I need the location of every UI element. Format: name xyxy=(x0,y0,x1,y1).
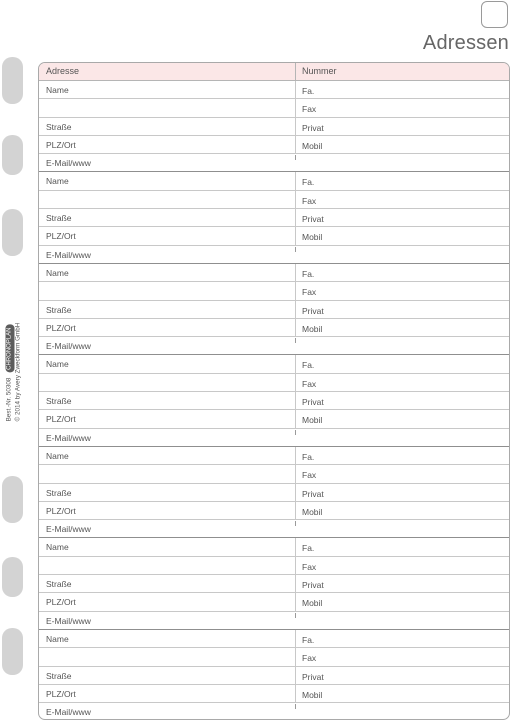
number-label: Privat xyxy=(302,122,324,133)
address-row[interactable] xyxy=(39,264,509,282)
address-row[interactable] xyxy=(39,538,509,556)
side-imprint xyxy=(6,323,23,422)
address-row[interactable] xyxy=(39,319,509,337)
column-tick xyxy=(295,338,296,343)
column-divider xyxy=(295,685,296,703)
binder-hole xyxy=(2,57,23,104)
address-row[interactable] xyxy=(39,465,509,483)
field-label: Straße xyxy=(46,396,72,407)
address-row[interactable] xyxy=(39,667,509,685)
field-label: Name xyxy=(46,542,69,553)
address-row[interactable] xyxy=(39,648,509,666)
address-row[interactable] xyxy=(39,392,509,410)
field-label: E-Mail/www xyxy=(46,158,91,169)
number-label: Fax xyxy=(302,470,317,481)
field-label: Straße xyxy=(46,304,72,315)
table-header xyxy=(39,63,509,81)
address-row[interactable] xyxy=(39,703,509,720)
number-label: Privat xyxy=(302,488,324,499)
number-label: Fa. xyxy=(302,451,315,462)
header-nummer: Nummer xyxy=(302,66,337,76)
number-label: Mobil xyxy=(302,415,323,426)
field-label: E-Mail/www xyxy=(46,432,91,443)
number-label: Mobil xyxy=(302,598,323,609)
address-row[interactable] xyxy=(39,301,509,319)
column-divider xyxy=(295,301,296,319)
field-label: E-Mail/www xyxy=(46,524,91,535)
address-row[interactable] xyxy=(39,246,509,264)
binder-hole xyxy=(2,476,23,523)
address-row[interactable] xyxy=(39,447,509,465)
number-label: Mobil xyxy=(302,232,323,243)
address-row[interactable] xyxy=(39,355,509,373)
column-divider xyxy=(295,392,296,410)
column-tick xyxy=(295,704,296,709)
field-label: Name xyxy=(46,85,69,95)
address-row[interactable] xyxy=(39,502,509,520)
binder-hole xyxy=(2,209,23,256)
number-label: Fa. xyxy=(302,543,315,554)
binder-hole xyxy=(2,628,23,675)
address-row[interactable] xyxy=(39,557,509,575)
address-table xyxy=(38,62,510,720)
column-tick xyxy=(295,430,296,435)
column-divider xyxy=(295,81,296,99)
field-label: PLZ/Ort xyxy=(46,688,76,699)
page-title: Adressen xyxy=(422,32,509,54)
column-divider xyxy=(295,630,296,648)
field-label: Name xyxy=(46,633,69,644)
field-label: Name xyxy=(46,450,69,461)
address-row[interactable] xyxy=(39,209,509,227)
field-label: E-Mail/www xyxy=(46,615,91,626)
number-label: Privat xyxy=(302,214,324,225)
number-label: Mobil xyxy=(302,506,323,517)
column-divider xyxy=(295,99,296,117)
address-row[interactable] xyxy=(39,81,509,99)
address-row[interactable] xyxy=(39,374,509,392)
number-label: Fax xyxy=(302,104,317,115)
number-label: Privat xyxy=(302,580,324,591)
column-divider xyxy=(295,575,296,593)
column-divider xyxy=(295,282,296,300)
field-label: E-Mail/www xyxy=(46,341,91,352)
number-label: Mobil xyxy=(302,323,323,334)
field-label: PLZ/Ort xyxy=(46,505,76,516)
number-label: Fax xyxy=(302,653,317,664)
address-row[interactable] xyxy=(39,118,509,136)
number-label: Mobil xyxy=(302,689,323,700)
field-label: PLZ/Ort xyxy=(46,322,76,333)
number-label: Privat xyxy=(302,305,324,316)
column-tick xyxy=(295,247,296,252)
number-label: Fa. xyxy=(302,634,315,645)
column-divider xyxy=(295,374,296,392)
column-divider xyxy=(295,136,296,154)
address-row[interactable] xyxy=(39,136,509,154)
column-divider xyxy=(295,538,296,556)
column-divider xyxy=(295,355,296,373)
field-label: Name xyxy=(46,359,69,370)
number-label: Fa. xyxy=(302,268,315,279)
address-row[interactable] xyxy=(39,282,509,300)
address-row[interactable] xyxy=(39,630,509,648)
field-label: Straße xyxy=(46,487,72,498)
number-label: Fax xyxy=(302,378,317,389)
order-number: Best.-Nr. 50308 xyxy=(5,377,13,422)
field-label: PLZ/Ort xyxy=(46,414,76,425)
field-label: E-Mail/www xyxy=(46,707,91,718)
address-row[interactable] xyxy=(39,429,509,447)
binder-hole xyxy=(2,135,23,175)
address-row[interactable] xyxy=(39,99,509,117)
number-label: Fax xyxy=(302,287,317,298)
column-divider xyxy=(295,118,296,136)
field-label: Straße xyxy=(46,579,72,590)
field-label: E-Mail/www xyxy=(46,249,91,260)
field-label: PLZ/Ort xyxy=(46,231,76,242)
column-divider xyxy=(295,502,296,520)
number-label: Fa. xyxy=(302,177,315,188)
column-divider xyxy=(295,227,296,245)
column-tick xyxy=(295,155,296,160)
column-divider xyxy=(295,593,296,611)
address-row[interactable] xyxy=(39,227,509,245)
column-tick xyxy=(295,613,296,618)
address-row[interactable] xyxy=(39,575,509,593)
address-row[interactable] xyxy=(39,154,509,172)
header-adresse: Adresse xyxy=(46,66,80,76)
column-divider xyxy=(295,648,296,666)
column-divider xyxy=(295,410,296,428)
address-row[interactable] xyxy=(39,593,509,611)
column-divider xyxy=(295,667,296,685)
column-divider xyxy=(295,447,296,465)
column-divider xyxy=(295,191,296,209)
field-label: Straße xyxy=(46,121,72,132)
number-label: Privat xyxy=(302,397,324,408)
column-divider xyxy=(295,172,296,190)
address-row[interactable] xyxy=(39,612,509,630)
brand-badge: CHRONOPLAN xyxy=(6,324,15,372)
address-row[interactable] xyxy=(39,337,509,355)
address-row[interactable] xyxy=(39,191,509,209)
number-label: Fa. xyxy=(302,86,315,96)
address-entries xyxy=(39,81,509,720)
address-row[interactable] xyxy=(39,520,509,538)
number-label: Privat xyxy=(302,671,324,682)
index-tab-box xyxy=(481,1,508,28)
field-label: Straße xyxy=(46,670,72,681)
column-divider xyxy=(295,264,296,282)
number-label: Fa. xyxy=(302,360,315,371)
column-divider xyxy=(295,465,296,483)
address-row[interactable] xyxy=(39,685,509,703)
column-tick xyxy=(295,521,296,526)
column-divider xyxy=(295,484,296,502)
address-row[interactable] xyxy=(39,484,509,502)
field-label: Straße xyxy=(46,213,72,224)
column-divider xyxy=(295,319,296,337)
column-divider xyxy=(295,209,296,227)
address-row[interactable] xyxy=(39,172,509,190)
field-label: Name xyxy=(46,267,69,278)
address-row[interactable] xyxy=(39,410,509,428)
column-divider xyxy=(295,557,296,575)
field-label: PLZ/Ort xyxy=(46,597,76,608)
copyright-text: © 2014 by Avery Zweckform GmbH xyxy=(14,322,21,422)
field-label: PLZ/Ort xyxy=(46,139,76,150)
field-label: Name xyxy=(46,176,69,187)
binder-hole xyxy=(2,557,23,597)
header-divider xyxy=(295,63,296,81)
number-label: Fax xyxy=(302,195,317,206)
number-label: Fax xyxy=(302,561,317,572)
number-label: Mobil xyxy=(302,140,323,151)
